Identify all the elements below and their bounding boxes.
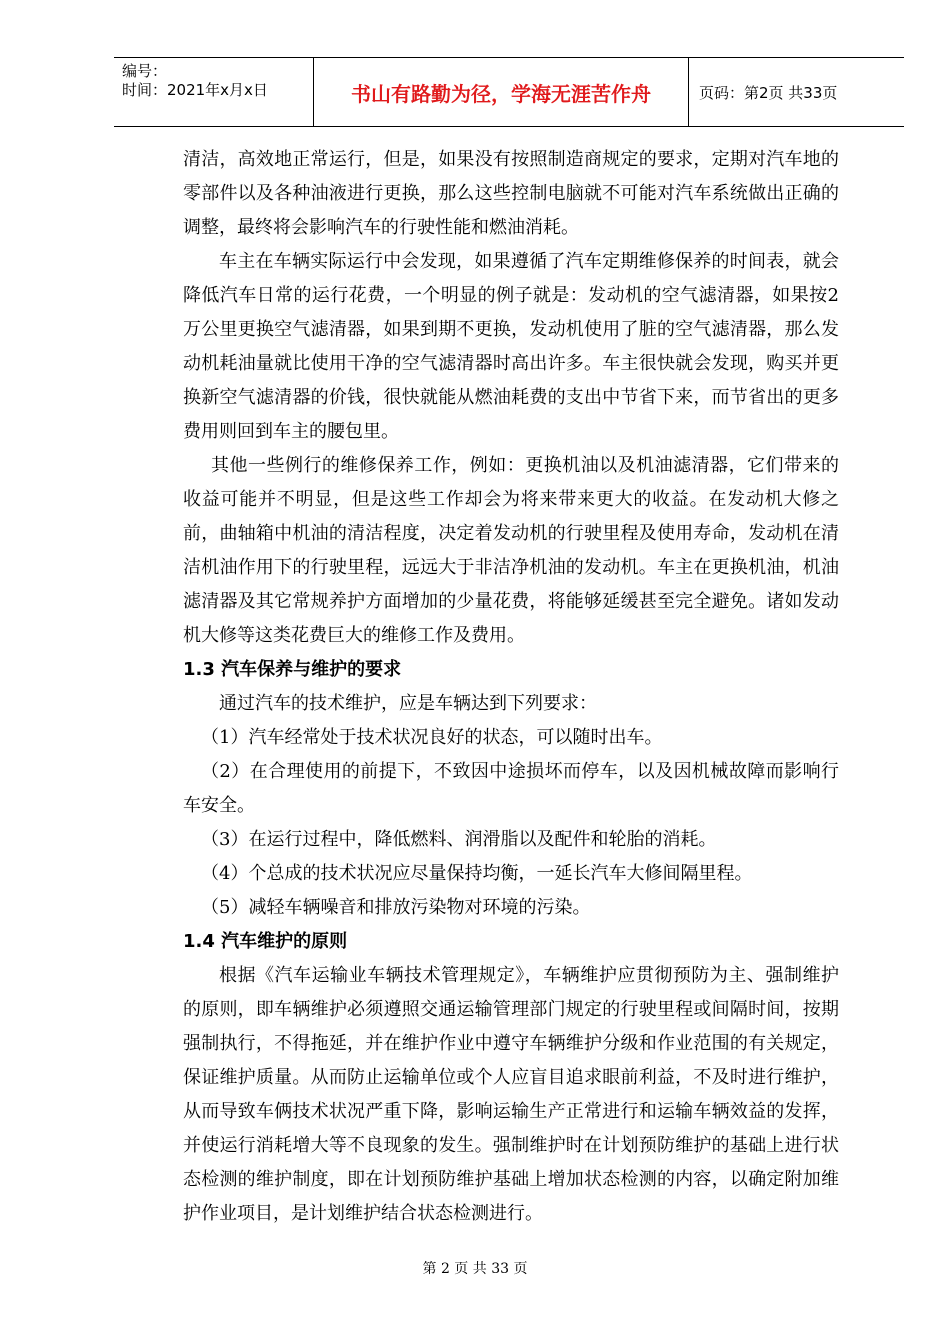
date-label: 时间：2021年x月x日: [122, 81, 268, 99]
page-footer: 第 2 页 共 33 页: [422, 1261, 528, 1277]
paragraph: 通过汽车的技术维护，应是车辆达到下列要求：: [219, 693, 597, 714]
paragraph: 根据《汽车运输业车辆技术管理规定》，车辆维护应贯彻预防为主、强制维护的原则，即车辆维护必须遵照交通运输管理部门规定的行驶里程或间隔时间，按期强制执行，不得拖延，并在维护作业中遵守车辆维护分级和作业范围的有关规定，保证维护质量。从而防止运输单位或个人应盲目追求眼前利益，不及时进行维护，从而导致车俩技术状况严重下降，影响运输生产正常进行和运输车辆效益的发挥，并使运行消耗增大等不良现象的发生。强制维护时在计划预防维护的基础上进行状态检测的维护制度，即在计划预防维护基础上增加状态检测的内容，以确定附加维护作业项目，是计划维护结合状态检测进行。: [183, 965, 839, 1224]
list-item: （3）在运行过程中，降低燃料、润滑脂以及配件和轮胎的消耗。: [201, 829, 717, 850]
document-body: [183, 143, 839, 1231]
section-heading-1-3: 1.3 汽车保养与维护的要求: [183, 659, 402, 680]
list-item: （5）减轻车辆噪音和排放污染物对环境的污染。: [201, 897, 591, 918]
header-meta: [114, 58, 314, 126]
list-item: （4）个总成的技术状况应尽量保持均衡，一延长汽车大修间隔里程。: [201, 863, 753, 884]
section-heading-1-4: 1.4 汽车维护的原则: [183, 931, 348, 952]
paragraph: 其他一些例行的维修保养工作，例如：更换机油以及机油滤清器，它们带来的收益可能并不明显，但是这些工作却会为将来带来更大的收益。在发动机大修之前，曲轴箱中机油的清洁程度，决定着发动机的行驶里程及使用寿命，发动机在清洁机油作用下的行驶里程，远远大于非洁净机油的发动机。车主在更换机油，机油滤清器及其它常规养护方面增加的少量花费，将能够延缓甚至完全避免。诸如发动机大修等这类花费巨大的维修工作及费用。: [183, 455, 839, 646]
number-label: 编号：: [122, 62, 168, 80]
paragraph: 清洁，高效地正常运行，但是，如果没有按照制造商规定的要求，定期对汽车地的零部件以及各种油液进行更换，那么这些控制电脑就不可能对汽车系统做出正确的调整，最终将会影响汽车的行驶性能和燃油消耗。: [183, 149, 839, 238]
header-motto: 书山有路勤为径，学海无涯苦作舟: [314, 58, 689, 126]
page-header: [114, 57, 904, 127]
paragraph: 车主在车辆实际运行中会发现，如果遵循了汽车定期维修保养的时间表，就会降低汽车日常的运行花费，一个明显的例子就是：发动机的空气滤清器，如果按2万公里更换空气滤清器，如果到期不更换，发动机使用了脏的空气滤清器，那么发动机耗油量就比使用干净的空气滤清器时高出许多。车主很快就会发现，购买并更换新空气滤清器的价钱，很快就能从燃油耗费的支出中节省下来，而节省出的更多费用则回到车主的腰包里。: [183, 251, 839, 442]
header-page-label: 页码：第2页 共33页: [699, 83, 838, 102]
list-item: （2）在合理使用的前提下，不致因中途损坏而停车，以及因机械故障而影响行车安全。: [183, 761, 839, 816]
list-item: （1）汽车经常处于技术状况良好的状态，可以随时出车。: [201, 727, 663, 748]
